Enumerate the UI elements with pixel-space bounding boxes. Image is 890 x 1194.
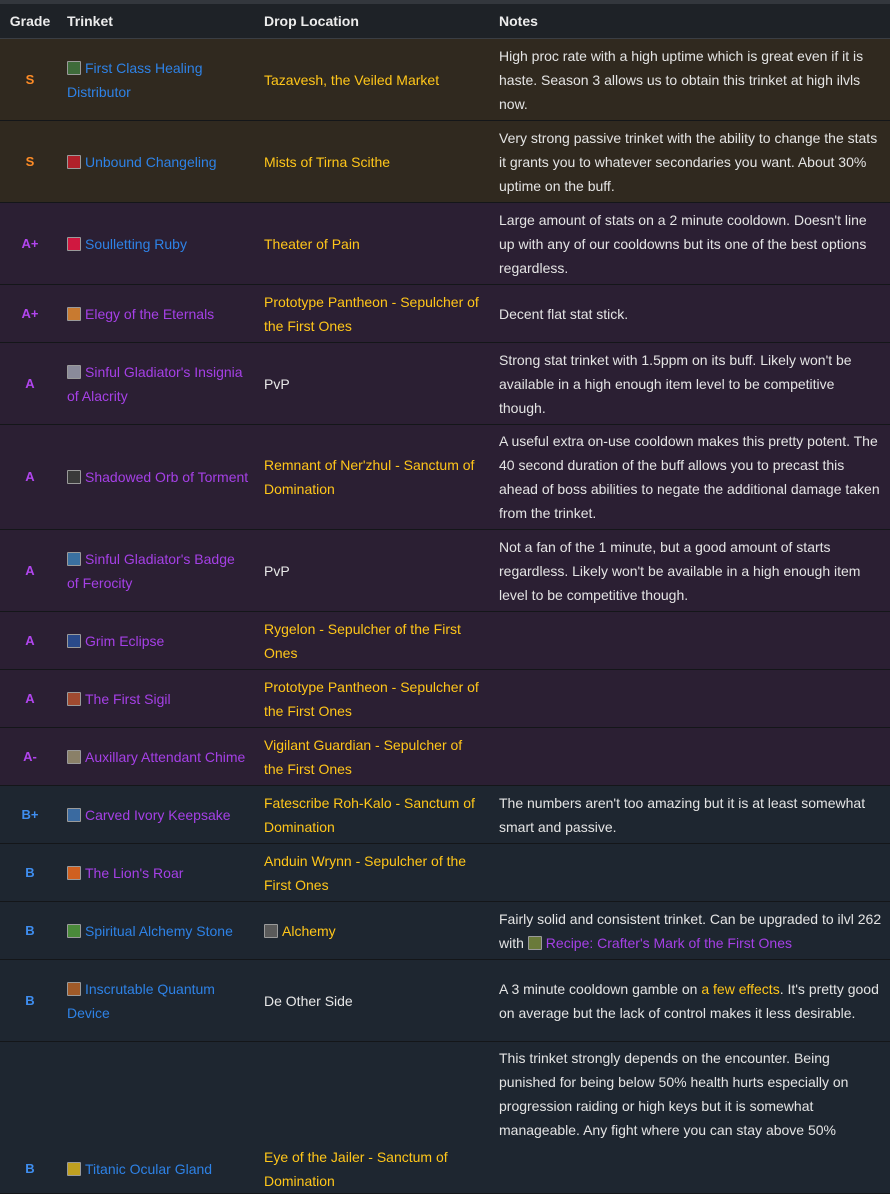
header-row (0, 4, 890, 39)
trinket-link[interactable]: Titanic Ocular Gland (85, 1161, 213, 1177)
notes-text: Large amount of stats on a 2 minute cooldown. Doesn't line up with any of our cooldowns but its one of the best options regardless. (492, 203, 890, 285)
grade-badge: B (0, 1042, 60, 1194)
trinket-cell (60, 844, 257, 902)
trinket-link[interactable]: Elegy of the Eternals (85, 305, 215, 322)
trinket-link[interactable]: Sinful Gladiator's Insignia of Alacrity (67, 363, 243, 404)
grade-badge: A+ (0, 203, 60, 285)
drop-location: De Other Side (257, 960, 492, 1042)
notes-text (492, 960, 890, 1042)
trinket-link[interactable]: Grim Eclipse (85, 632, 165, 649)
notes-prefix: Fairly solid and consistent trinket. Can be upgraded to ilvl 262 with (499, 910, 882, 951)
trinket-cell (60, 121, 257, 203)
notes-text: A useful extra on-use cooldown makes this pretty potent. The 40 second duration of the buff allows you to precast this ahead of boss abilities to negate the additional damage taken from the trinket. (492, 425, 890, 530)
trinket-link[interactable]: The Lion's Roar (85, 864, 184, 881)
grade-badge: B (0, 844, 60, 902)
grade-badge: A (0, 612, 60, 670)
grade-badge: B (0, 902, 60, 960)
orb-icon (67, 470, 81, 484)
notes-prefix: A 3 minute cooldown gamble on (499, 980, 702, 997)
trinket-link[interactable]: Soulletting Ruby (85, 235, 187, 252)
notes-text: High proc rate with a high uptime which is great even if it is haste. Season 3 allows us to obtain this trinket at high ilvls now. (492, 39, 890, 121)
trinket-cell (60, 343, 257, 425)
trinket-cell (60, 425, 257, 530)
drop-location: PvP (257, 343, 492, 425)
grade-badge: B (0, 960, 60, 1042)
grade-badge: S (0, 121, 60, 203)
ruby-icon (67, 237, 81, 251)
trinket-cell (60, 786, 257, 844)
location-header[interactable]: Drop Location (257, 4, 492, 39)
notes-text (492, 612, 890, 670)
table-row (0, 343, 890, 425)
trinket-cell (60, 285, 257, 343)
trinket-link[interactable]: The First Sigil (85, 690, 171, 707)
alchemy-icon (264, 924, 278, 938)
drop-location[interactable]: Eye of the Jailer - Sanctum of Domination (257, 1042, 492, 1194)
grade-badge: A (0, 670, 60, 728)
notes-text (492, 670, 890, 728)
notes-text: Not a fan of the 1 minute, but a good amount of starts regardless. Likely won't be available in a high enough item level to be competitive though. (492, 530, 890, 612)
drop-location[interactable]: Fatescribe Roh-Kalo - Sanctum of Domination (257, 786, 492, 844)
trinket-cell (60, 670, 257, 728)
trinket-cell (60, 530, 257, 612)
drop-location (257, 902, 492, 960)
elegy-icon (67, 307, 81, 321)
drop-location[interactable]: Tazavesh, the Veiled Market (257, 39, 492, 121)
trinket-link[interactable]: Auxillary Attendant Chime (85, 748, 246, 765)
drop-location[interactable]: Prototype Pantheon - Sepulcher of the First Ones (257, 285, 492, 343)
trinket-link[interactable]: Spiritual Alchemy Stone (85, 922, 233, 939)
trinket-cell (60, 728, 257, 786)
trinket-link[interactable]: Unbound Changeling (85, 153, 217, 170)
changeling-icon (67, 155, 81, 169)
alchemy-stone-icon (67, 924, 81, 938)
healing-distributor-icon (67, 61, 81, 75)
drop-location[interactable]: Prototype Pantheon - Sepulcher of the First Ones (257, 670, 492, 728)
table-row (0, 670, 890, 728)
trinket-cell (60, 612, 257, 670)
notes-text: This trinket strongly depends on the encounter. Being punished for being below 50% health hurts especially on progression raiding or high keys but it is somewhat manageable. Any fight where you can stay above 50% (492, 1042, 890, 1194)
profession-link[interactable]: Alchemy (282, 922, 336, 939)
keepsake-icon (67, 808, 81, 822)
notes-text (492, 728, 890, 786)
drop-location[interactable]: Theater of Pain (257, 203, 492, 285)
drop-location[interactable]: Mists of Tirna Scithe (257, 121, 492, 203)
quantum-device-icon (67, 982, 81, 996)
trinket-link[interactable]: Carved Ivory Keepsake (85, 806, 231, 823)
grade-badge: B+ (0, 786, 60, 844)
notes-header[interactable]: Notes (492, 4, 890, 39)
table-row (0, 960, 890, 1042)
trinket-cell (60, 1042, 257, 1194)
table-row (0, 902, 890, 960)
trinket-link[interactable]: Shadowed Orb of Torment (85, 469, 249, 485)
trinket-cell (60, 203, 257, 285)
drop-location[interactable]: Rygelon - Sepulcher of the First Ones (257, 612, 492, 670)
table-row (0, 39, 890, 121)
notes-text: Decent flat stat stick. (492, 285, 890, 343)
table-row (0, 530, 890, 612)
table-row (0, 786, 890, 844)
trinket-cell (60, 902, 257, 960)
drop-location[interactable]: Anduin Wrynn - Sepulcher of the First Ones (257, 844, 492, 902)
table-row (0, 844, 890, 902)
notes-text (492, 902, 890, 960)
grade-badge: A (0, 425, 60, 530)
notes-suffix: . It's pretty good on average but the lack of control makes it less desirable. (499, 980, 879, 1021)
trinket-cell (60, 39, 257, 121)
notes-text (492, 844, 890, 902)
trinket-link[interactable]: Inscrutable Quantum Device (67, 980, 215, 1021)
notes-text: Very strong passive trinket with the ability to change the stats it grants you to whatever secondaries you want. About 30% uptime on the buff. (492, 121, 890, 203)
lion-icon (67, 866, 81, 880)
trinket-link[interactable]: Sinful Gladiator's Badge of Ferocity (67, 550, 235, 591)
table-row (0, 425, 890, 530)
grade-badge: A- (0, 728, 60, 786)
insignia-icon (67, 365, 81, 379)
table-row (0, 612, 890, 670)
trinket-header[interactable]: Trinket (60, 4, 257, 39)
recipe-icon (528, 936, 542, 950)
grade-badge: A (0, 343, 60, 425)
drop-location[interactable]: Vigilant Guardian - Sepulcher of the First Ones (257, 728, 492, 786)
sigil-icon (67, 692, 81, 706)
trinket-link[interactable]: First Class Healing Distributor (67, 59, 203, 100)
notes-text: The numbers aren't too amazing but it is at least somewhat smart and passive. (492, 786, 890, 844)
ocular-gland-icon (67, 1162, 81, 1176)
drop-location[interactable]: Remnant of Ner'zhul - Sanctum of Domination (257, 425, 492, 530)
badge-icon (67, 552, 81, 566)
grade-badge: A+ (0, 285, 60, 343)
effects-link[interactable]: a few effects (701, 980, 780, 997)
trinket-table (0, 4, 890, 1194)
chime-icon (67, 750, 81, 764)
table-row (0, 285, 890, 343)
table-row (0, 728, 890, 786)
recipe-link[interactable]: Recipe: Crafter's Mark of the First Ones (545, 934, 792, 951)
eclipse-icon (67, 634, 81, 648)
grade-badge: A (0, 530, 60, 612)
grade-badge: S (0, 39, 60, 121)
table-row (0, 121, 890, 203)
drop-location: PvP (257, 530, 492, 612)
notes-text: Strong stat trinket with 1.5ppm on its buff. Likely won't be available in a high enough item level to be competitive though. (492, 343, 890, 425)
table-row (0, 203, 890, 285)
grade-header[interactable]: Grade (0, 4, 60, 39)
trinket-cell (60, 960, 257, 1042)
table-row (0, 1042, 890, 1194)
